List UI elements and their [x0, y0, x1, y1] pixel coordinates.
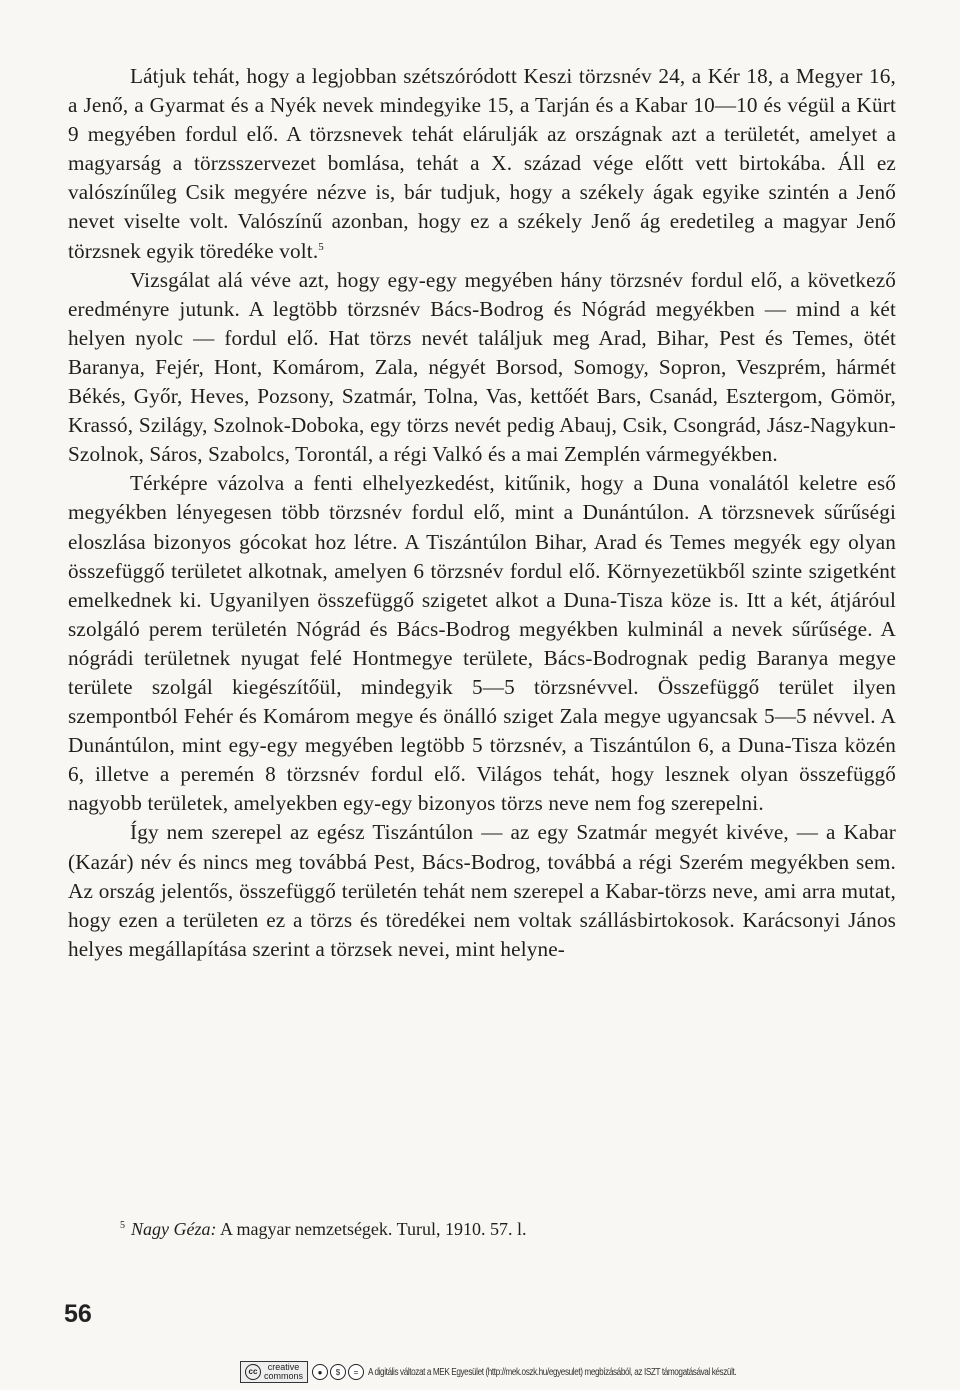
- paragraph-1-text: Látjuk tehát, hogy a legjobban szétszóródott Keszi törzsnév 24, a Kér 18, a Megyer 16, a Jenő, a Gyarmat és a Nyék nevek mindegyike 15, a Tarján és a Kabar 10—10 és végül a Kürt 9 megyében fordul elő. A törzsnevek tehát elárulják az országnak azt a területét, amelyet a magyarság a törzsszervezet bomlása, tehát a X. század vége előtt vett birtokába. Áll ez valószínűleg Csik megyére nézve is, bár tudjuk, hogy a székely ágak egyike szintén a Jenő nevet viselte volt. Valószínű azonban, hogy ez a székely Jenő ág eredetileg a magyar Jenő törzsnek egyik töredéke volt.: [68, 64, 896, 263]
- paragraph-1: [68, 62, 896, 266]
- creative-commons-badge[interactable]: [240, 1361, 308, 1383]
- nc-icon: $: [330, 1364, 346, 1380]
- footnote: [120, 1217, 820, 1241]
- cc-wordmark: [264, 1363, 303, 1381]
- license-text: A digitális változat a MEK Egyesület (http://mek.oszk.hu/egyesulet) megbízásából, az ISZT támogatásával készült.: [368, 1366, 737, 1378]
- paragraph-4: Így nem szerepel az egész Tiszántúlon — az egy Szatmár megyét kivéve, — a Kabar (Kazár) név és nincs meg továbbá Pest, Bács-Bodrog, továbbá a régi Szerém megyékben sem. Az ország jelentős, összefüggő területén tehát nem szerepel a Kabar-törzs neve, ami arra mutat, hogy ezen a területen ez a törzs és töredékei nem voltak szállásbirtokosok. Karácsonyi János helyes megállapítása szerint a törzsek nevei, mint helyne-: [68, 820, 896, 961]
- footnote-author: Nagy Géza:: [131, 1219, 217, 1239]
- footnote-number: 5: [120, 1220, 125, 1231]
- paragraph-2: Vizsgálat alá véve azt, hogy egy-egy megyében hány törzsnév fordul elő, a következő eredményre jutunk. A legtöbb törzsnév Bács-Bodrog és Nógrád megyékben — mind a két helyen nyolc — fordul elő. Hat törzs nevét találjuk meg Arad, Bihar, Pest és Temes, ötét Baranya, Fejér, Hont, Komárom, Zala, négyét Borsod, Somogy, Sopron, Veszprém, hármét Békés, Győr, Heves, Pozsony, Szatmár, Tolna, Vas, kettőét Bars, Csanád, Esztergom, Gömör, Krassó, Szilágy, Szolnok-Doboka, egy törzs nevét pedig Abauj, Csik, Csongrád, Jász-Nagykun-Szolnok, Sáros, Szabolcs, Torontál, a régi Valkó és a mai Zemplén vármegyékben.: [68, 267, 896, 467]
- nd-icon: =: [348, 1364, 364, 1380]
- footnote-text: A magyar nemzetségek. Turul, 1910. 57. l.: [216, 1219, 527, 1239]
- license-bar: [240, 1360, 817, 1384]
- license-icons: [312, 1364, 364, 1380]
- footnote-ref: 5: [318, 240, 324, 253]
- by-icon: ●: [312, 1364, 328, 1380]
- cc-word-bottom: commons: [264, 1371, 304, 1381]
- page-number: 56: [64, 1300, 92, 1328]
- cc-word-top: creative: [267, 1362, 300, 1372]
- cc-logo-icon: cc: [245, 1364, 261, 1380]
- paragraph-3: Térképre vázolva a fenti elhelyezkedést, kitűnik, hogy a Duna vonalától keletre eső megyékben lényegesen több törzsnév fordul elő, mint a Dunántúlon. A törzsnevek sűrűségi eloszlása bizonyos gócokat hoz létre. A Tiszántúlon Bihar, Arad és Temes megyék egy olyan összefüggő területet alkotnak, amelyen 6 törzsnév fordul elő. Környezetükből szinte szigetként emelkednek ki. Ugyanilyen összefüggő szigetet alkot a Duna-Tisza köze is. Itt a két, átjáróul szolgáló perem területén Nógrád és Bács-Bodrog megyékben kulminál a nevek sűrűsége. A nógrádi területnek nyugat felé Hontmegye területe, Bács-Bodrognak pedig Baranya megye területe szolgál kiegészítőül, mindegyik 5—5 törzsnévvel. Összefüggő terület ilyen szempontból Fehér és Komárom megye és önálló sziget Zala megye ugyancsak 5—5 névvel. A Dunántúlon, mint egy-egy megyében legtöbb 5 törzsnév, a Tiszántúlon 6, a Duna-Tisza közén 6, illetve a peremén 8 törzsnév fordul elő. Világos tehát, hogy lesznek olyan összefüggő nagyobb területek, amelyekben egy-egy bizonyos törzs neve nem fog szerepelni.: [68, 471, 896, 816]
- main-text: [68, 62, 896, 964]
